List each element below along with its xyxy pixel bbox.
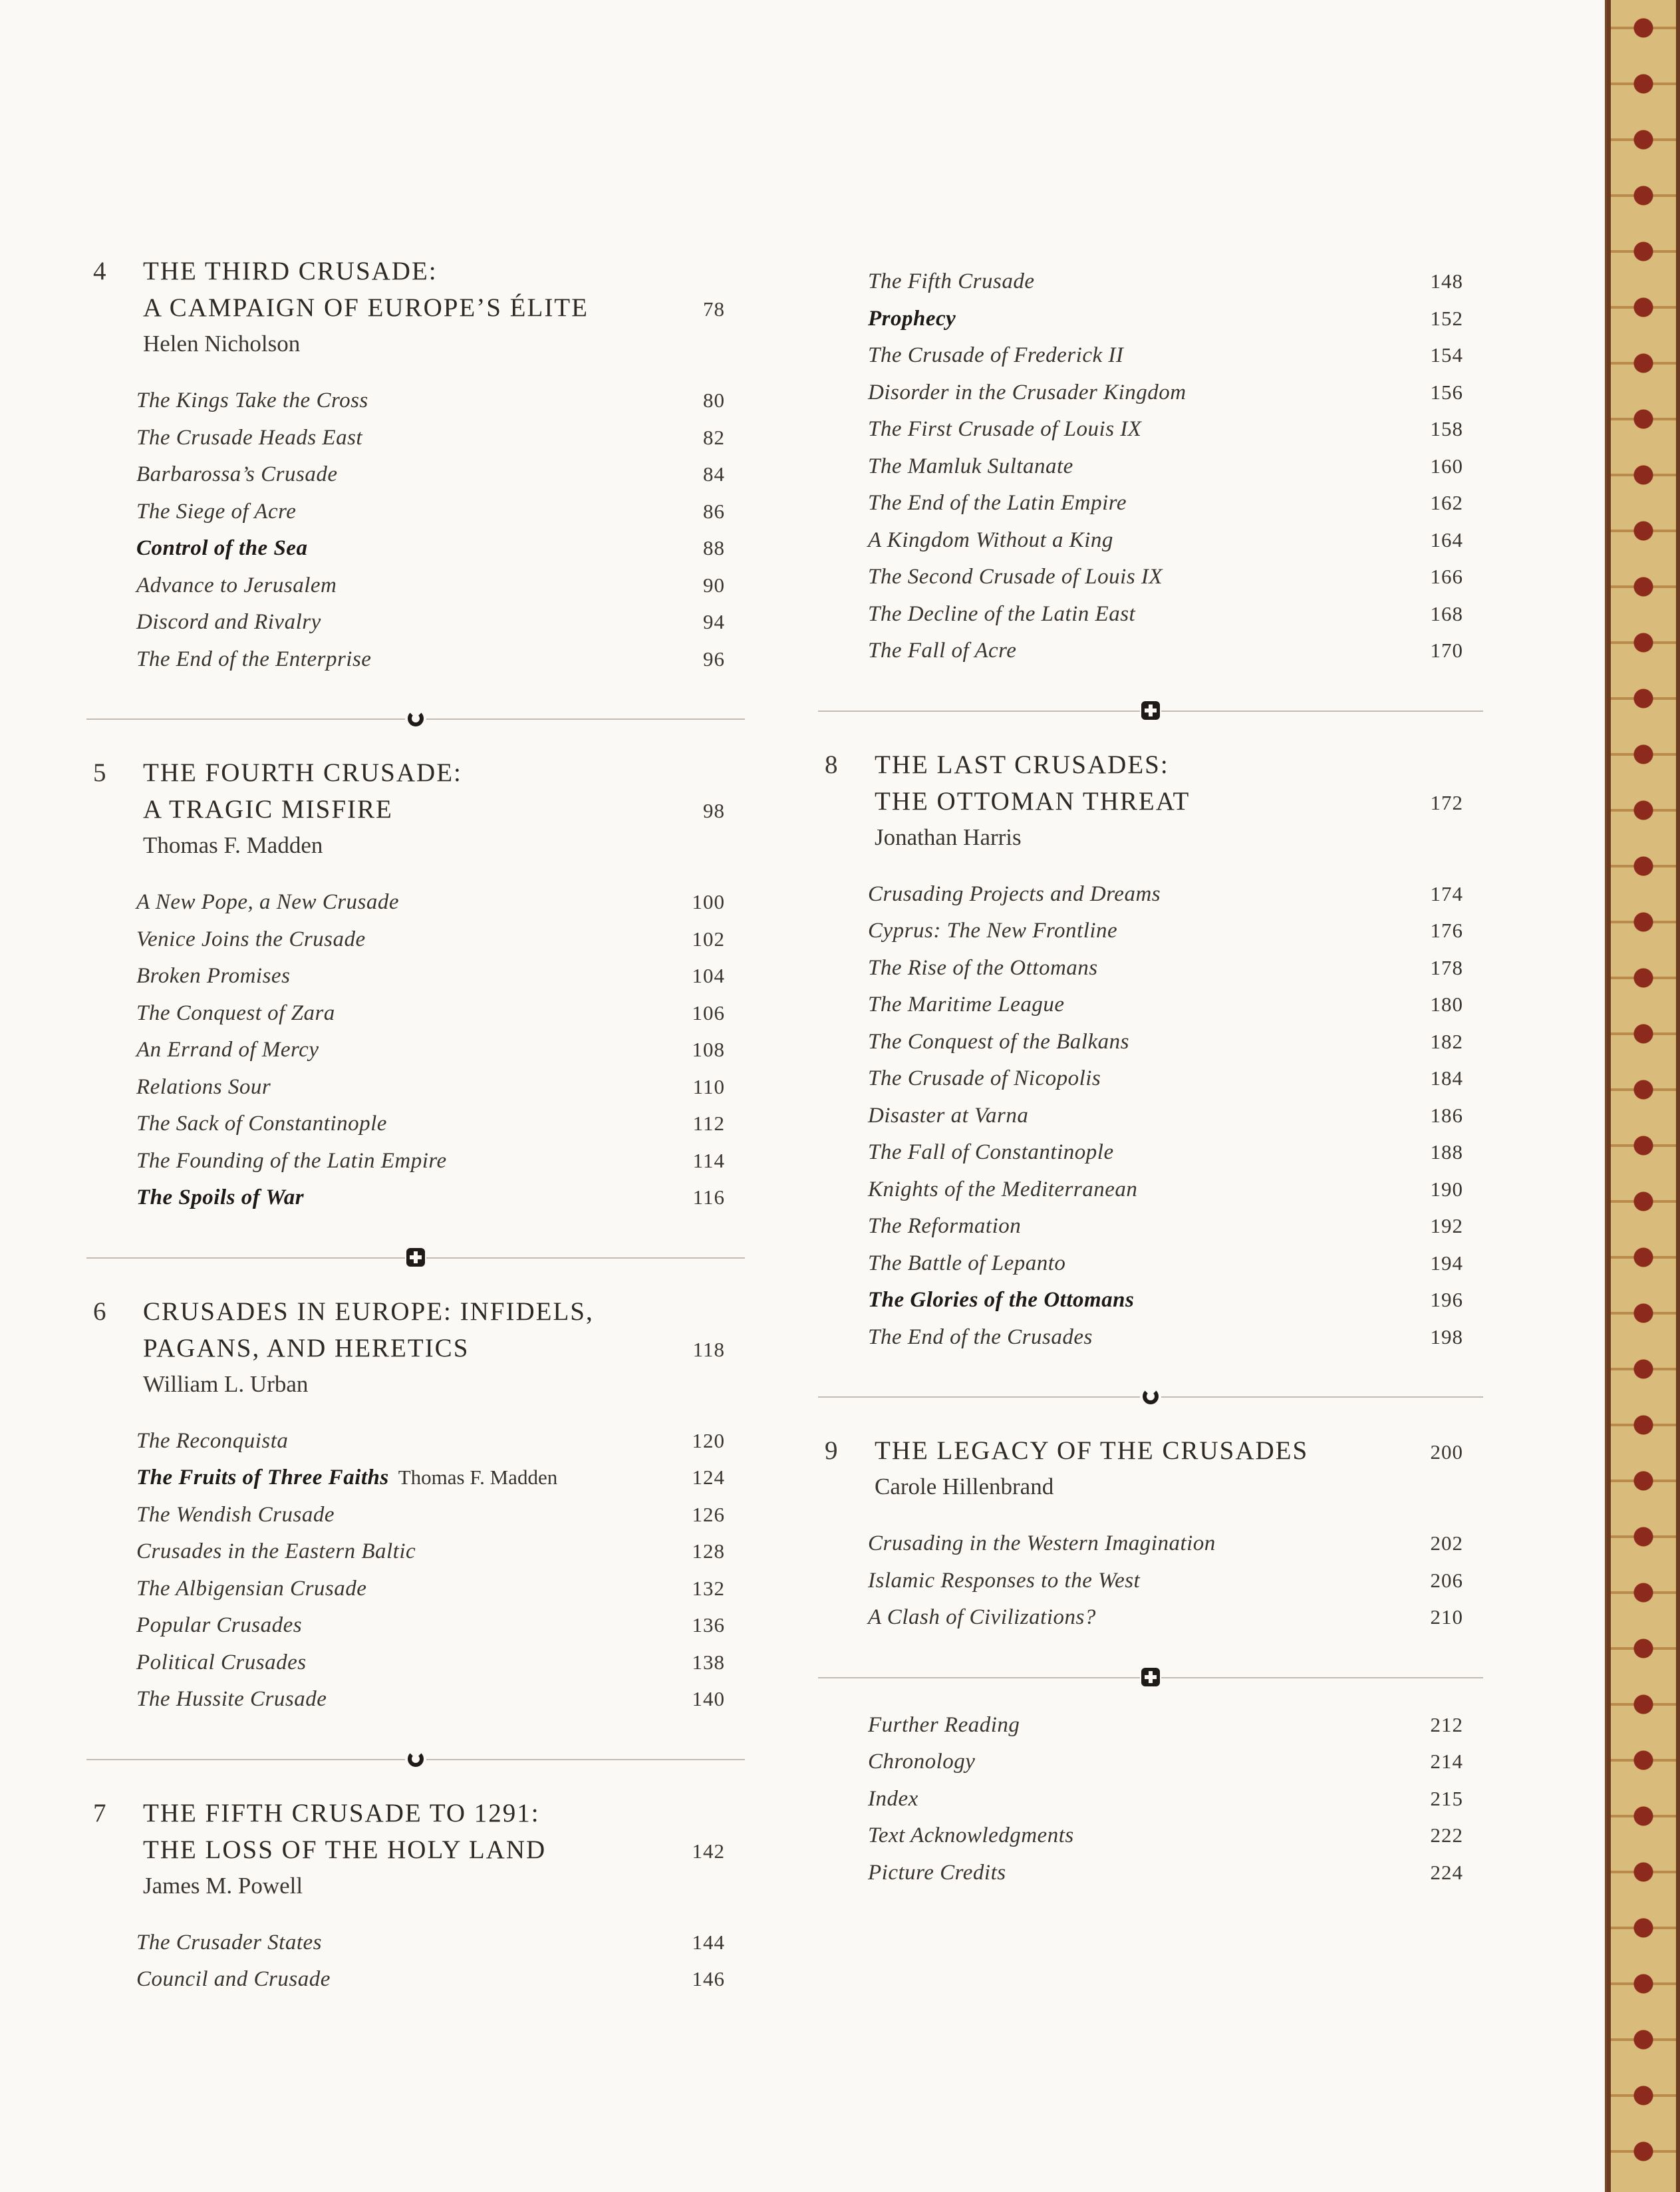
entry-page: 166 — [1430, 565, 1463, 588]
chapter-title-line2[interactable]: A CAMPAIGN OF EUROPE’S ÉLITE — [143, 293, 589, 322]
entry-page: 104 — [692, 964, 725, 987]
entry-page: 188 — [1430, 1140, 1463, 1164]
chapter-title-line1[interactable]: THE THIRD CRUSADE: — [143, 257, 438, 285]
entry-title: Disaster at Varna — [868, 1103, 1029, 1128]
chapter-page: 172 — [1430, 790, 1463, 814]
entry-page: 146 — [692, 1967, 725, 1990]
entry-title: The Siege of Acre — [136, 499, 297, 524]
entry-page: 176 — [1430, 919, 1463, 942]
chapter-5 — [86, 754, 745, 1223]
entry-title: The Crusade of Nicopolis — [868, 1066, 1101, 1090]
entry-title: The Rise of the Ottomans — [868, 955, 1098, 980]
entry-title: Council and Crusade — [136, 1967, 331, 1991]
entry-title: The Reconquista — [136, 1428, 289, 1453]
entry-title: The Hussite Crusade — [136, 1687, 327, 1711]
toc-entry[interactable] — [136, 426, 745, 463]
toc-entry[interactable] — [136, 536, 745, 573]
toc-entry[interactable] — [136, 964, 745, 1001]
entry-title: Broken Promises — [136, 964, 291, 988]
section-divider — [86, 718, 745, 720]
toc-left-column — [86, 253, 745, 2004]
entry-page: 96 — [703, 647, 725, 671]
toc-entry[interactable] — [868, 1569, 1483, 1606]
entry-title: A New Pope, a New Crusade — [136, 890, 400, 914]
toc-entry[interactable] — [868, 1177, 1483, 1215]
toc-entry[interactable] — [136, 462, 745, 500]
toc-entry[interactable] — [868, 1605, 1483, 1643]
chapter-9 — [818, 1432, 1483, 1643]
toc-entry[interactable] — [136, 1466, 745, 1503]
toc-entry[interactable] — [136, 647, 745, 685]
entry-title: Crusading Projects and Dreams — [868, 881, 1161, 906]
section-divider — [818, 1396, 1483, 1398]
toc-entry[interactable] — [136, 1038, 745, 1075]
toc-entry[interactable] — [868, 882, 1483, 919]
cross-icon — [406, 1248, 425, 1267]
toc-entry[interactable] — [136, 1613, 745, 1650]
chapter-number: 8 — [825, 750, 838, 779]
entry-title: The Sack of Constantinople — [136, 1112, 387, 1136]
crescent-icon — [408, 710, 424, 726]
toc-entry[interactable] — [868, 1787, 1483, 1824]
entry-page: 138 — [692, 1650, 725, 1674]
chapter-page: 118 — [692, 1337, 725, 1361]
entry-title: The Founding of the Latin Empire — [136, 1148, 447, 1173]
chapter-page: 98 — [703, 799, 725, 822]
crescent-icon — [408, 1751, 424, 1767]
decorative-border — [1605, 0, 1680, 2192]
chapter-title-line2[interactable]: THE LOSS OF THE HOLY LAND — [143, 1835, 547, 1864]
toc-entry[interactable] — [868, 528, 1483, 565]
entry-page: 154 — [1430, 343, 1463, 367]
toc-entry[interactable] — [868, 1251, 1483, 1289]
entry-page: 184 — [1430, 1066, 1463, 1090]
toc-right-column — [818, 269, 1483, 1897]
entry-title: The Conquest of Zara — [136, 1001, 335, 1025]
chapter-author: Thomas F. Madden — [143, 832, 323, 858]
entry-title: The Reformation — [868, 1214, 1022, 1238]
entry-title: The Conquest of the Balkans — [868, 1029, 1129, 1054]
entry-title: A Clash of Civilizations? — [868, 1605, 1096, 1629]
entry-title: Political Crusades — [136, 1650, 307, 1674]
toc-entry[interactable] — [136, 1001, 745, 1038]
chapter-7 — [86, 1795, 745, 2004]
toc-entry[interactable] — [868, 1140, 1483, 1177]
entry-page: 178 — [1430, 955, 1463, 979]
entry-page: 148 — [1430, 269, 1463, 293]
toc-entry[interactable] — [868, 1066, 1483, 1104]
toc-entry[interactable] — [136, 1967, 745, 2004]
chapter-title[interactable]: THE LEGACY OF THE CRUSADES — [875, 1436, 1309, 1465]
toc-entry[interactable] — [868, 1713, 1483, 1750]
entry-page: 120 — [692, 1428, 725, 1452]
entry-page: 82 — [703, 425, 725, 449]
entry-page: 106 — [692, 1001, 725, 1024]
toc-entry[interactable] — [868, 1288, 1483, 1325]
entry-page: 174 — [1430, 881, 1463, 905]
toc-entry[interactable] — [868, 269, 1483, 307]
toc-entry[interactable] — [868, 919, 1483, 956]
entry-page: 86 — [703, 499, 725, 523]
chapter-title-line2[interactable]: THE OTTOMAN THREAT — [875, 786, 1190, 816]
entry-contributor: Thomas F. Madden — [398, 1466, 558, 1489]
entry-page: 224 — [1430, 1860, 1463, 1884]
entry-title: Disorder in the Crusader Kingdom — [868, 380, 1187, 404]
entry-page: 158 — [1430, 417, 1463, 440]
chapter-title-line2[interactable]: PAGANS, AND HERETICS — [143, 1333, 470, 1362]
chapter-number: 5 — [93, 758, 106, 787]
entry-title: An Errand of Mercy — [136, 1038, 319, 1062]
toc-entry[interactable] — [136, 1650, 745, 1688]
chapter-author: Jonathan Harris — [875, 824, 1022, 850]
entry-page: 215 — [1430, 1786, 1463, 1810]
entry-title: The Crusader States — [136, 1930, 323, 1955]
entry-title: The Kings Take the Cross — [136, 389, 368, 412]
entry-page: 194 — [1430, 1251, 1463, 1275]
chapter-4 — [86, 253, 745, 684]
entry-title: Popular Crusades — [136, 1613, 303, 1637]
entry-title: Index — [868, 1786, 918, 1811]
section-divider — [818, 1677, 1483, 1678]
entry-page: 210 — [1430, 1605, 1463, 1629]
entry-page: 212 — [1430, 1712, 1463, 1736]
entry-title: Barbarossa’s Crusade — [136, 462, 338, 486]
toc-entry[interactable] — [136, 890, 745, 927]
entry-title: The Fall of Constantinople — [868, 1140, 1114, 1164]
entry-page: 88 — [703, 536, 725, 559]
entry-title-feature: The Spoils of War — [136, 1185, 305, 1209]
entry-page: 116 — [692, 1185, 725, 1209]
entry-title: The Decline of the Latin East — [868, 601, 1136, 626]
section-divider — [86, 1257, 745, 1259]
toc-entry[interactable] — [136, 1075, 745, 1112]
entry-title: The Crusade Heads East — [136, 425, 363, 450]
chapter-page: 142 — [692, 1839, 725, 1863]
entry-page: 196 — [1430, 1288, 1463, 1311]
entry-title: The End of the Crusades — [868, 1325, 1093, 1349]
toc-entry[interactable] — [136, 1112, 745, 1149]
entry-title: The Albigensian Crusade — [136, 1576, 367, 1601]
entry-title: The End of the Enterprise — [136, 647, 372, 671]
chapter-number: 9 — [825, 1436, 838, 1465]
entry-title: Relations Sour — [136, 1074, 271, 1099]
entry-page: 182 — [1430, 1029, 1463, 1053]
chapter-page: 78 — [703, 297, 725, 321]
toc-entry[interactable] — [868, 343, 1483, 381]
toc-entry[interactable] — [136, 1185, 745, 1223]
entry-title: The Fall of Acre — [868, 639, 1017, 663]
entry-page: 128 — [692, 1539, 725, 1563]
cross-icon — [1141, 1668, 1160, 1686]
toc-entry[interactable] — [868, 1030, 1483, 1067]
entry-page: 144 — [692, 1930, 725, 1954]
entry-title: The Second Crusade of Louis IX — [868, 565, 1163, 589]
toc-entry[interactable] — [868, 454, 1483, 492]
entry-title: The First Crusade of Louis IX — [868, 417, 1142, 441]
entry-page: 222 — [1430, 1823, 1463, 1847]
toc-entry[interactable] — [136, 500, 745, 537]
toc-entry[interactable] — [136, 1577, 745, 1614]
entry-page: 192 — [1430, 1214, 1463, 1237]
chapter-title-line1[interactable]: CRUSADES IN EUROPE: INFIDELS, — [143, 1297, 594, 1326]
entry-page: 186 — [1430, 1103, 1463, 1127]
entry-page: 164 — [1430, 528, 1463, 551]
toc-entry[interactable] — [136, 610, 745, 647]
toc-entry[interactable] — [868, 491, 1483, 528]
toc-entry[interactable] — [136, 1429, 745, 1466]
entry-page: 140 — [692, 1687, 725, 1710]
toc-entry[interactable] — [868, 1823, 1483, 1861]
entry-page: 198 — [1430, 1325, 1463, 1348]
entry-page: 132 — [692, 1576, 725, 1600]
chapter-6 — [86, 1293, 745, 1724]
toc-entry[interactable] — [868, 381, 1483, 418]
entry-title: The Maritime League — [868, 993, 1065, 1017]
entry-title: The Crusade of Frederick II — [868, 343, 1124, 367]
entry-title: Islamic Responses to the West — [868, 1568, 1141, 1593]
entry-page: 160 — [1430, 454, 1463, 478]
entry-title: Crusades in the Eastern Baltic — [136, 1539, 416, 1563]
entry-title-feature: Control of the Sea — [136, 536, 308, 560]
toc-entry[interactable] — [868, 602, 1483, 639]
entry-title: Cyprus: The New Frontline — [868, 919, 1118, 943]
toc-entry[interactable] — [868, 993, 1483, 1030]
entry-title: Crusading in the Western Imagination — [868, 1531, 1216, 1555]
entry-page: 168 — [1430, 601, 1463, 625]
entry-title: The Battle of Lepanto — [868, 1251, 1066, 1275]
section-divider — [818, 710, 1483, 712]
entry-page: 170 — [1430, 639, 1463, 662]
chapter-7-continued — [818, 269, 1483, 676]
entry-page: 102 — [692, 927, 725, 951]
entry-title: Knights of the Mediterranean — [868, 1177, 1138, 1201]
entry-page: 108 — [692, 1038, 725, 1061]
chapter-number: 4 — [93, 257, 106, 285]
toc-entry[interactable] — [868, 1214, 1483, 1251]
crescent-icon — [1143, 1388, 1159, 1404]
entry-page: 190 — [1430, 1177, 1463, 1201]
entry-page: 124 — [692, 1466, 725, 1489]
chapter-author: Helen Nicholson — [143, 331, 301, 357]
entry-title-feature: Prophecy — [868, 306, 956, 331]
chapter-number: 6 — [93, 1297, 106, 1326]
entry-page: 112 — [692, 1112, 725, 1135]
toc-entry[interactable] — [136, 389, 745, 426]
entry-page: 114 — [692, 1148, 725, 1172]
chapter-title-line1[interactable]: THE FOURTH CRUSADE: — [143, 758, 462, 787]
entry-page: 180 — [1430, 993, 1463, 1016]
entry-page: 214 — [1430, 1750, 1463, 1773]
chapter-author: James M. Powell — [143, 1872, 303, 1899]
cross-icon — [1141, 701, 1160, 720]
toc-entry[interactable] — [868, 1861, 1483, 1898]
toc-entry[interactable] — [868, 307, 1483, 344]
entry-title: The Mamluk Sultanate — [868, 454, 1073, 478]
toc-entry[interactable] — [136, 1931, 745, 1968]
entry-page: 80 — [703, 389, 725, 412]
entry-title-feature: The Fruits of Three Faiths — [136, 1466, 389, 1489]
back-matter — [818, 1713, 1483, 1898]
entry-title: A Kingdom Without a King — [868, 528, 1113, 552]
entry-page: 110 — [692, 1074, 725, 1098]
chapter-page: 200 — [1430, 1440, 1463, 1464]
chapter-number: 7 — [93, 1798, 106, 1827]
chapter-title-line2[interactable]: A TRAGIC MISFIRE — [143, 795, 393, 824]
entry-title: Chronology — [868, 1750, 976, 1774]
chapter-8 — [818, 746, 1483, 1362]
entry-title: The End of the Latin Empire — [868, 491, 1127, 515]
chapter-author: William L. Urban — [143, 1370, 309, 1397]
entry-page: 206 — [1430, 1568, 1463, 1592]
toc-entry[interactable] — [868, 1104, 1483, 1141]
entry-title: Picture Credits — [868, 1860, 1006, 1885]
toc-entry[interactable] — [868, 639, 1483, 676]
entry-page: 162 — [1430, 491, 1463, 514]
entry-title-feature: The Glories of the Ottomans — [868, 1288, 1135, 1312]
toc-entry[interactable] — [136, 573, 745, 611]
entry-title: Text Acknowledgments — [868, 1823, 1074, 1847]
toc-entry[interactable] — [868, 956, 1483, 993]
entry-page: 126 — [692, 1502, 725, 1526]
entry-title: Venice Joins the Crusade — [136, 927, 366, 951]
toc-entry[interactable] — [868, 1325, 1483, 1362]
entry-page: 100 — [692, 890, 725, 913]
toc-entry[interactable] — [136, 1539, 745, 1577]
toc-entry[interactable] — [868, 417, 1483, 454]
chapter-author: Carole Hillenbrand — [875, 1474, 1054, 1499]
toc-entry[interactable] — [136, 1687, 745, 1724]
entry-title: Further Reading — [868, 1712, 1020, 1737]
chapter-title-line1[interactable]: THE FIFTH CRUSADE TO 1291: — [143, 1798, 540, 1827]
entry-page: 156 — [1430, 380, 1463, 404]
toc-entry[interactable] — [868, 1531, 1483, 1569]
entry-page: 94 — [703, 610, 725, 633]
section-divider — [86, 1759, 745, 1760]
entry-title: The Wendish Crusade — [136, 1502, 335, 1527]
entry-page: 84 — [703, 462, 725, 486]
entry-page: 152 — [1430, 306, 1463, 330]
entry-page: 136 — [692, 1613, 725, 1637]
toc-entry[interactable] — [868, 1750, 1483, 1787]
entry-title: Advance to Jerusalem — [136, 573, 337, 597]
toc-entry[interactable] — [136, 927, 745, 965]
toc-entry[interactable] — [136, 1503, 745, 1540]
toc-entry[interactable] — [868, 565, 1483, 602]
toc-entry[interactable] — [136, 1149, 745, 1186]
entry-title: Discord and Rivalry — [136, 610, 321, 634]
entry-page: 90 — [703, 573, 725, 597]
entry-page: 202 — [1430, 1531, 1463, 1555]
entry-title: The Fifth Crusade — [868, 269, 1035, 293]
chapter-title-line1[interactable]: THE LAST CRUSADES: — [875, 750, 1169, 779]
